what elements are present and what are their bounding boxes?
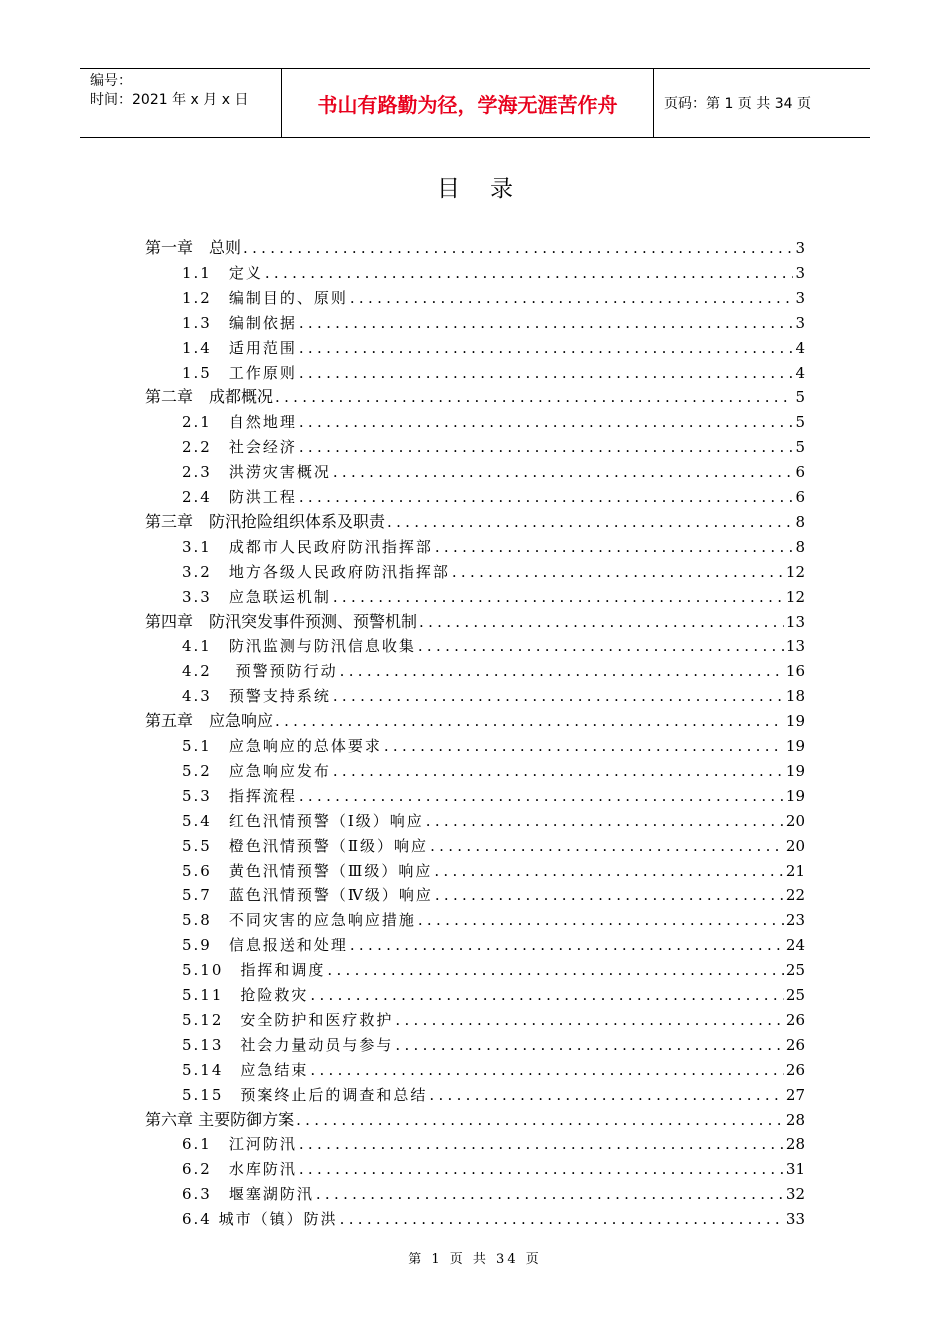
toc-page-number: 26 bbox=[785, 1060, 805, 1079]
toc-leader-dots bbox=[299, 412, 794, 432]
toc-leader-dots bbox=[243, 238, 793, 258]
toc-entry-label: 4.3 预警支持系统 bbox=[182, 687, 331, 706]
toc-page-number: 13 bbox=[785, 612, 805, 631]
toc-entry-label: 5.15 预案终止后的调查和总结 bbox=[182, 1085, 428, 1104]
toc-page-number: 6 bbox=[795, 488, 805, 506]
toc-entry-label: 5.2 应急响应发布 bbox=[182, 761, 331, 780]
toc-section-entry[interactable] bbox=[182, 408, 805, 432]
toc-entry-label: 5.4 红色汛情预警（Ⅰ级）响应 bbox=[182, 811, 424, 830]
toc-leader-dots bbox=[310, 985, 784, 1005]
toc-page-number: 19 bbox=[785, 737, 805, 755]
toc-entry-label: 5.7 蓝色汛情预警（Ⅳ级）响应 bbox=[182, 886, 433, 905]
toc-page-number: 8 bbox=[795, 512, 805, 531]
toc-entry-label: 6.1 江河防汛 bbox=[182, 1135, 297, 1154]
toc-page-number: 5 bbox=[795, 438, 805, 457]
toc-chapter-entry[interactable] bbox=[145, 608, 805, 632]
toc-leader-dots bbox=[296, 1110, 784, 1130]
toc-page-number: 22 bbox=[785, 886, 805, 905]
page-header bbox=[80, 68, 870, 138]
toc-leader-dots bbox=[327, 960, 784, 980]
toc-entry-label: 2.2 社会经济 bbox=[182, 438, 297, 457]
toc-page-number: 25 bbox=[785, 986, 805, 1004]
toc-leader-dots bbox=[340, 661, 784, 681]
toc-entry-label: 4.1 防汛监测与防汛信息收集 bbox=[182, 637, 416, 656]
toc-section-entry[interactable] bbox=[182, 906, 805, 930]
toc-page-number: 3 bbox=[795, 313, 805, 332]
toc-leader-dots bbox=[387, 512, 793, 532]
toc-leader-dots bbox=[299, 437, 794, 457]
toc-leader-dots bbox=[275, 711, 784, 731]
toc-entry-label: 1.3 编制依据 bbox=[182, 313, 297, 332]
toc-leader-dots bbox=[333, 587, 784, 607]
toc-entry-label: 6.2 水库防汛 bbox=[182, 1160, 297, 1179]
toc-leader-dots bbox=[299, 363, 794, 383]
toc-page-number: 32 bbox=[785, 1185, 805, 1204]
toc-leader-dots bbox=[426, 811, 784, 831]
toc-page-number: 12 bbox=[785, 562, 805, 581]
toc-entry-label: 3.2 地方各级人民政府防汛指挥部 bbox=[182, 562, 450, 581]
toc-section-entry[interactable] bbox=[182, 458, 805, 482]
header-motto: 书山有路勤为径，学海无涯苦作舟 bbox=[282, 69, 654, 137]
toc-page-number: 16 bbox=[785, 662, 805, 681]
toc-entry-label: 3.3 应急联运机制 bbox=[182, 587, 331, 606]
toc-section-entry[interactable] bbox=[182, 1081, 805, 1105]
toc-entry-label: 4.2 预警预防行动 bbox=[182, 662, 338, 681]
toc-section-entry[interactable] bbox=[182, 981, 805, 1005]
toc-page-number: 12 bbox=[785, 587, 805, 606]
code-label: 编号： bbox=[90, 73, 132, 89]
toc-page-number: 27 bbox=[785, 1085, 805, 1104]
toc-page-number: 26 bbox=[785, 1010, 805, 1029]
toc-leader-dots bbox=[299, 1134, 784, 1154]
toc-section-entry[interactable] bbox=[182, 956, 805, 980]
toc-leader-dots bbox=[275, 387, 793, 407]
toc-page-number: 6 bbox=[795, 463, 805, 482]
toc-leader-dots bbox=[299, 786, 784, 806]
toc-entry-label: 5.11 抢险救灾 bbox=[182, 986, 309, 1004]
toc-entry-label: 1.1 定义 bbox=[182, 263, 263, 282]
toc-entry-label: 5.10 指挥和调度 bbox=[182, 961, 326, 980]
toc-section-entry[interactable] bbox=[182, 558, 805, 582]
toc-leader-dots bbox=[350, 935, 784, 955]
toc-entry-label: 5.1 应急响应的总体要求 bbox=[182, 737, 382, 755]
toc-page-number: 3 bbox=[795, 263, 805, 282]
toc-entry-label: 2.1 自然地理 bbox=[182, 413, 297, 432]
toc-entry-label: 5.12 安全防护和医疗救护 bbox=[182, 1010, 394, 1029]
toc-leader-dots bbox=[316, 1184, 784, 1204]
toc-section-entry[interactable] bbox=[182, 881, 805, 905]
toc-section-entry[interactable] bbox=[182, 359, 805, 383]
toc-page-number: 28 bbox=[785, 1135, 805, 1154]
toc-page-number: 3 bbox=[795, 288, 805, 307]
toc-page-number: 23 bbox=[785, 911, 805, 930]
toc-page-number: 20 bbox=[785, 836, 805, 855]
toc-page-number: 19 bbox=[785, 786, 805, 805]
toc-leader-dots bbox=[333, 686, 784, 706]
toc-entry-label: 5.13 社会力量动员与参与 bbox=[182, 1035, 394, 1054]
header-left-cell bbox=[80, 69, 282, 137]
toc-leader-dots bbox=[429, 1085, 784, 1105]
toc-page-number: 24 bbox=[785, 936, 805, 955]
toc-entry-label: 3.1 成都市人民政府防汛指挥部 bbox=[182, 537, 433, 556]
toc-leader-dots bbox=[299, 338, 794, 358]
toc-entry-label: 1.5 工作原则 bbox=[182, 363, 297, 382]
toc-leader-dots bbox=[340, 1209, 784, 1229]
toc-chapter-entry[interactable] bbox=[145, 508, 805, 532]
header-page-info: 页码：第 1 页 共 34 页 bbox=[664, 96, 811, 112]
toc-section-entry[interactable] bbox=[182, 857, 805, 881]
toc-page-number: 18 bbox=[785, 687, 805, 706]
toc-section-entry[interactable] bbox=[182, 583, 805, 607]
toc-page-number: 28 bbox=[785, 1110, 805, 1129]
toc-section-entry[interactable] bbox=[182, 1155, 805, 1179]
toc-chapter-entry[interactable] bbox=[145, 1106, 805, 1130]
toc-section-entry[interactable] bbox=[182, 533, 805, 557]
toc-section-entry[interactable] bbox=[182, 807, 805, 831]
toc-entry-label: 5.9 信息报送和处理 bbox=[182, 936, 348, 955]
toc-leader-dots bbox=[395, 1035, 784, 1055]
toc-page-number: 3 bbox=[795, 239, 805, 257]
toc-page-number: 19 bbox=[785, 712, 805, 731]
toc-leader-dots bbox=[418, 636, 784, 656]
toc-entry-label: 第五章 应急响应 bbox=[145, 711, 274, 731]
toc-leader-dots bbox=[435, 885, 784, 905]
toc-entry-label: 1.2 编制目的、原则 bbox=[182, 288, 348, 307]
toc-page-number: 19 bbox=[785, 761, 805, 780]
toc-entry-label: 5.5 橙色汛情预警（Ⅱ级）响应 bbox=[182, 836, 429, 855]
toc-entry-label: 6.4 城市（镇）防洪 bbox=[182, 1210, 338, 1229]
toc-section-entry[interactable] bbox=[182, 284, 805, 308]
page-footer: 第 1 页 共 34 页 bbox=[408, 1252, 542, 1267]
toc-section-entry[interactable] bbox=[182, 1006, 805, 1030]
toc-section-entry[interactable] bbox=[182, 1205, 805, 1229]
toc-leader-dots bbox=[452, 562, 784, 582]
toc-section-entry[interactable] bbox=[182, 433, 805, 457]
toc-section-entry[interactable] bbox=[182, 832, 805, 856]
toc-section-entry[interactable] bbox=[182, 1180, 805, 1204]
toc-section-entry[interactable] bbox=[182, 1031, 805, 1055]
toc-section-entry[interactable] bbox=[182, 1056, 805, 1080]
toc-leader-dots bbox=[299, 313, 794, 333]
toc-entry-label: 2.3 洪涝灾害概况 bbox=[182, 463, 331, 482]
toc-page-number: 13 bbox=[785, 637, 805, 656]
toc-leader-dots bbox=[299, 487, 794, 507]
toc-page-number: 5 bbox=[795, 413, 805, 432]
toc-chapter-entry[interactable] bbox=[145, 234, 805, 258]
toc-leader-dots bbox=[395, 1010, 784, 1030]
toc-section-entry[interactable] bbox=[182, 483, 805, 507]
toc-section-entry[interactable] bbox=[182, 259, 805, 283]
page-title: 目录 bbox=[437, 176, 543, 202]
date-label: 时间：2021 年 x 月 x 日 bbox=[90, 92, 249, 108]
toc-leader-dots bbox=[333, 462, 794, 482]
toc-leader-dots bbox=[434, 861, 784, 881]
toc-section-entry[interactable] bbox=[182, 334, 805, 358]
toc-entry-label: 5.8 不同灾害的应急响应措施 bbox=[182, 911, 416, 930]
toc-section-entry[interactable] bbox=[182, 657, 805, 681]
toc-section-entry[interactable] bbox=[182, 782, 805, 806]
toc-chapter-entry[interactable] bbox=[145, 383, 805, 407]
toc-entry-label: 6.3 堰塞湖防汛 bbox=[182, 1185, 314, 1204]
toc-leader-dots bbox=[435, 537, 794, 557]
toc-leader-dots bbox=[265, 263, 794, 283]
toc-section-entry[interactable] bbox=[182, 757, 805, 781]
toc-entry-label: 5.3 指挥流程 bbox=[182, 786, 297, 805]
toc-leader-dots bbox=[350, 288, 794, 308]
toc-entry-label: 第四章 防汛突发事件预测、预警机制 bbox=[145, 611, 418, 631]
toc-leader-dots bbox=[430, 836, 784, 856]
toc-entry-label: 第三章 防汛抢险组织体系及职责 bbox=[145, 511, 386, 531]
toc-page-number: 4 bbox=[795, 363, 805, 382]
toc-entry-label: 1.4 适用范围 bbox=[182, 338, 297, 357]
toc-entry-label: 5.14 应急结束 bbox=[182, 1060, 309, 1079]
toc-page-number: 5 bbox=[795, 388, 805, 407]
toc-page-number: 4 bbox=[795, 338, 805, 357]
toc-leader-dots bbox=[418, 910, 784, 930]
toc-leader-dots bbox=[384, 736, 784, 756]
toc-leader-dots bbox=[333, 761, 784, 781]
toc-page-number: 8 bbox=[795, 537, 805, 556]
toc-leader-dots bbox=[310, 1060, 784, 1080]
toc-entry-label: 2.4 防洪工程 bbox=[182, 488, 297, 506]
toc-chapter-entry[interactable] bbox=[145, 707, 805, 731]
toc-section-entry[interactable] bbox=[182, 309, 805, 333]
toc-section-entry[interactable] bbox=[182, 1130, 805, 1154]
toc-entry-label: 5.6 黄色汛情预警（Ⅲ级）响应 bbox=[182, 861, 433, 880]
toc-page-number: 25 bbox=[785, 961, 805, 980]
toc-entry-label: 第一章 总则 bbox=[145, 238, 242, 257]
toc-page-number: 33 bbox=[785, 1210, 805, 1229]
toc-leader-dots bbox=[419, 612, 784, 632]
toc-entry-label: 第二章 成都概况 bbox=[145, 387, 274, 407]
toc-section-entry[interactable] bbox=[182, 732, 805, 756]
toc-entry-label: 第六章 主要防御方案 bbox=[145, 1109, 295, 1129]
toc-leader-dots bbox=[299, 1159, 784, 1179]
toc-section-entry[interactable] bbox=[182, 931, 805, 955]
toc-page-number: 20 bbox=[785, 811, 805, 830]
toc-page-number: 26 bbox=[785, 1035, 805, 1054]
toc-page-number: 21 bbox=[785, 861, 805, 880]
toc-section-entry[interactable] bbox=[182, 632, 805, 656]
toc-section-entry[interactable] bbox=[182, 682, 805, 706]
toc-page-number: 31 bbox=[785, 1160, 805, 1179]
